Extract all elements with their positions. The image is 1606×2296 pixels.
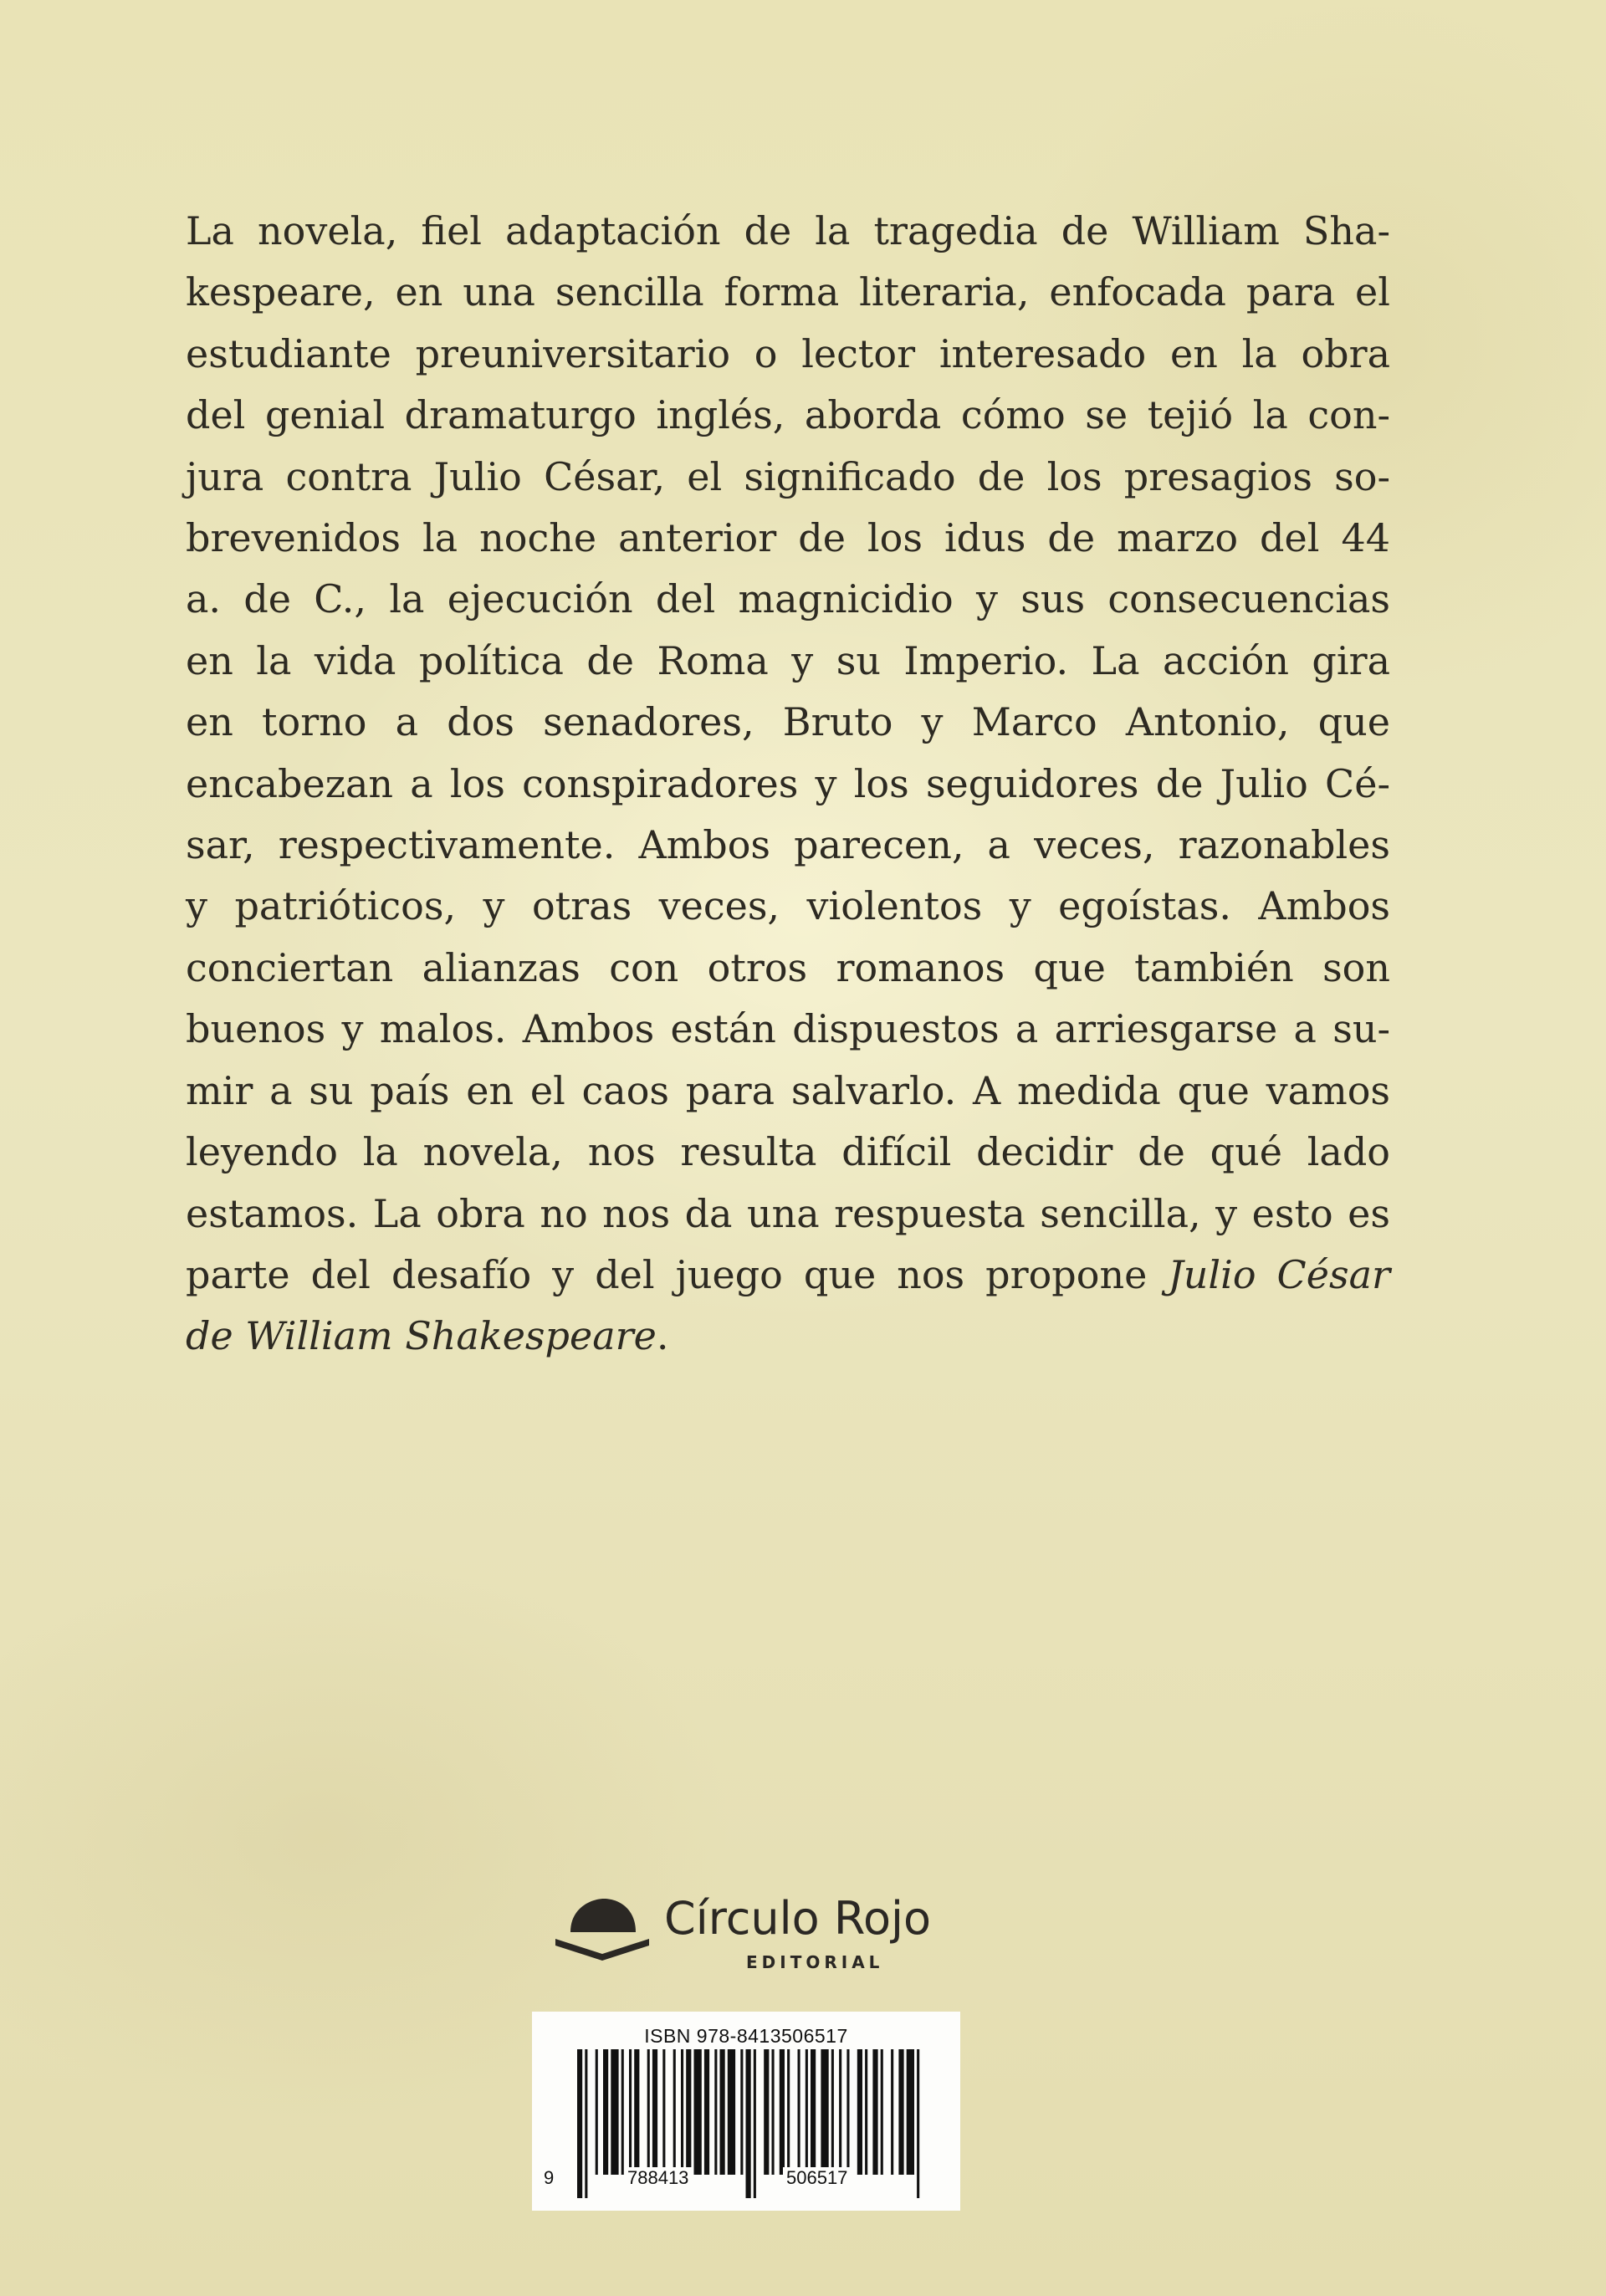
blurb-line xyxy=(186,1245,1390,1306)
barcode-bar xyxy=(746,2049,751,2198)
blurb-last-line xyxy=(186,1306,1390,1367)
barcode-bar xyxy=(857,2049,862,2175)
barcode-bar xyxy=(754,2049,756,2198)
barcode-bar xyxy=(811,2049,816,2175)
barcode-bar xyxy=(839,2049,841,2175)
barcode-bar xyxy=(585,2049,587,2198)
barcode-bar xyxy=(720,2049,725,2175)
blurb-line: mir a su país en el caos para salvarlo. A medida que vamos xyxy=(186,1067,1390,1113)
barcode-bar xyxy=(596,2049,598,2175)
book-hat-logo-icon xyxy=(552,1895,652,1962)
blurb-line: La novela, fiel adaptación de la tragedia de William Sha- xyxy=(186,208,1390,253)
barcode-bar xyxy=(621,2049,624,2175)
blurb-line: encabezan a los conspiradores y los seguidores de Julio Cé- xyxy=(186,760,1390,806)
publisher-subtitle: EDITORIAL xyxy=(746,1952,884,1972)
publisher-name: Círculo Rojo xyxy=(664,1892,932,1945)
barcode-bar xyxy=(907,2049,914,2175)
barcode-bar xyxy=(872,2049,877,2175)
barcode-bar xyxy=(831,2049,834,2175)
barcode-bar xyxy=(780,2049,785,2175)
isbn-barcode xyxy=(532,2012,960,2211)
barcode-bar xyxy=(846,2049,849,2175)
barcode-bar xyxy=(764,2049,769,2175)
isbn-label: ISBN 978-8413506517 xyxy=(644,2025,848,2047)
blurb-line: del genial dramaturgo inglés, aborda cómo se tejió la con- xyxy=(186,392,1390,438)
barcode-left-digits: 788413 xyxy=(624,2167,692,2189)
blurb-line: brevenidos la noche anterior de los idus de marzo del 44 xyxy=(186,515,1390,561)
blurb-line: en torno a dos senadores, Bruto y Marco Antonio, que xyxy=(186,699,1390,745)
blurb-line: estamos. La obra no nos da una respuesta sencilla, y esto es xyxy=(186,1190,1390,1236)
barcode-bar xyxy=(821,2049,828,2175)
blurb-line: leyendo la novela, nos resulta difícil decidir de qué lado xyxy=(186,1129,1390,1175)
barcode-bar xyxy=(681,2049,683,2175)
barcode-bar xyxy=(647,2049,650,2175)
barcode-bar xyxy=(917,2049,919,2198)
back-cover-blurb xyxy=(186,201,1390,1368)
barcode-bar xyxy=(652,2049,657,2175)
book-title-italic: Julio César xyxy=(1168,1251,1390,1297)
barcode-bar xyxy=(772,2049,775,2175)
barcode-bar xyxy=(704,2049,709,2175)
barcode-bar xyxy=(611,2049,618,2175)
publisher-logo xyxy=(552,1890,954,1974)
blurb-line: en la vida política de Roma y su Imperio. La acción gira xyxy=(186,637,1390,683)
blurb-line-text: parte del desafío y del juego que nos propone xyxy=(186,1251,1148,1297)
barcode-lead-digit: 9 xyxy=(544,2167,555,2188)
barcode-bar xyxy=(634,2049,639,2175)
barcode-bar xyxy=(694,2049,702,2175)
blurb-line: y patrióticos, y otras veces, violentos y egoístas. Ambos xyxy=(186,883,1390,929)
barcode-bar xyxy=(603,2049,608,2175)
author-italic: de William Shakespeare xyxy=(186,1313,657,1359)
barcode-bar xyxy=(865,2049,867,2175)
blurb-line: estudiante preuniversitario o lector interesado en la obra xyxy=(186,330,1390,376)
blurb-line: jura contra Julio César, el significado de los presagios so- xyxy=(186,453,1390,499)
barcode-bar xyxy=(891,2049,893,2175)
barcode-bar xyxy=(714,2049,717,2175)
barcode-bar xyxy=(629,2049,632,2175)
barcode-bar xyxy=(728,2049,735,2175)
barcode-bar xyxy=(740,2049,743,2175)
blurb-line: buenos y malos. Ambos están dispuestos a arriesgarse a su- xyxy=(186,1006,1390,1052)
barcode-bar xyxy=(662,2049,665,2175)
barcode-right-digits: 506517 xyxy=(783,2167,851,2189)
blurb-period: . xyxy=(656,1313,669,1359)
blurb-line: kespeare, en una sencilla forma literaria, enfocada para el xyxy=(186,269,1390,315)
barcode-bar xyxy=(686,2049,691,2175)
barcode-bar xyxy=(787,2049,790,2175)
barcode-bar xyxy=(881,2049,883,2175)
barcode-bar xyxy=(577,2049,582,2198)
barcode-bar xyxy=(898,2049,903,2175)
barcode-bar xyxy=(673,2049,676,2175)
blurb-line: a. de C., la ejecución del magnicidio y sus consecuencias xyxy=(186,576,1390,622)
barcode-bar xyxy=(806,2049,808,2175)
blurb-line: conciertan alianzas con otros romanos que también son xyxy=(186,944,1390,990)
barcode-bar xyxy=(798,2049,800,2175)
blurb-line: sar, respectivamente. Ambos parecen, a veces, razonables xyxy=(186,822,1390,868)
